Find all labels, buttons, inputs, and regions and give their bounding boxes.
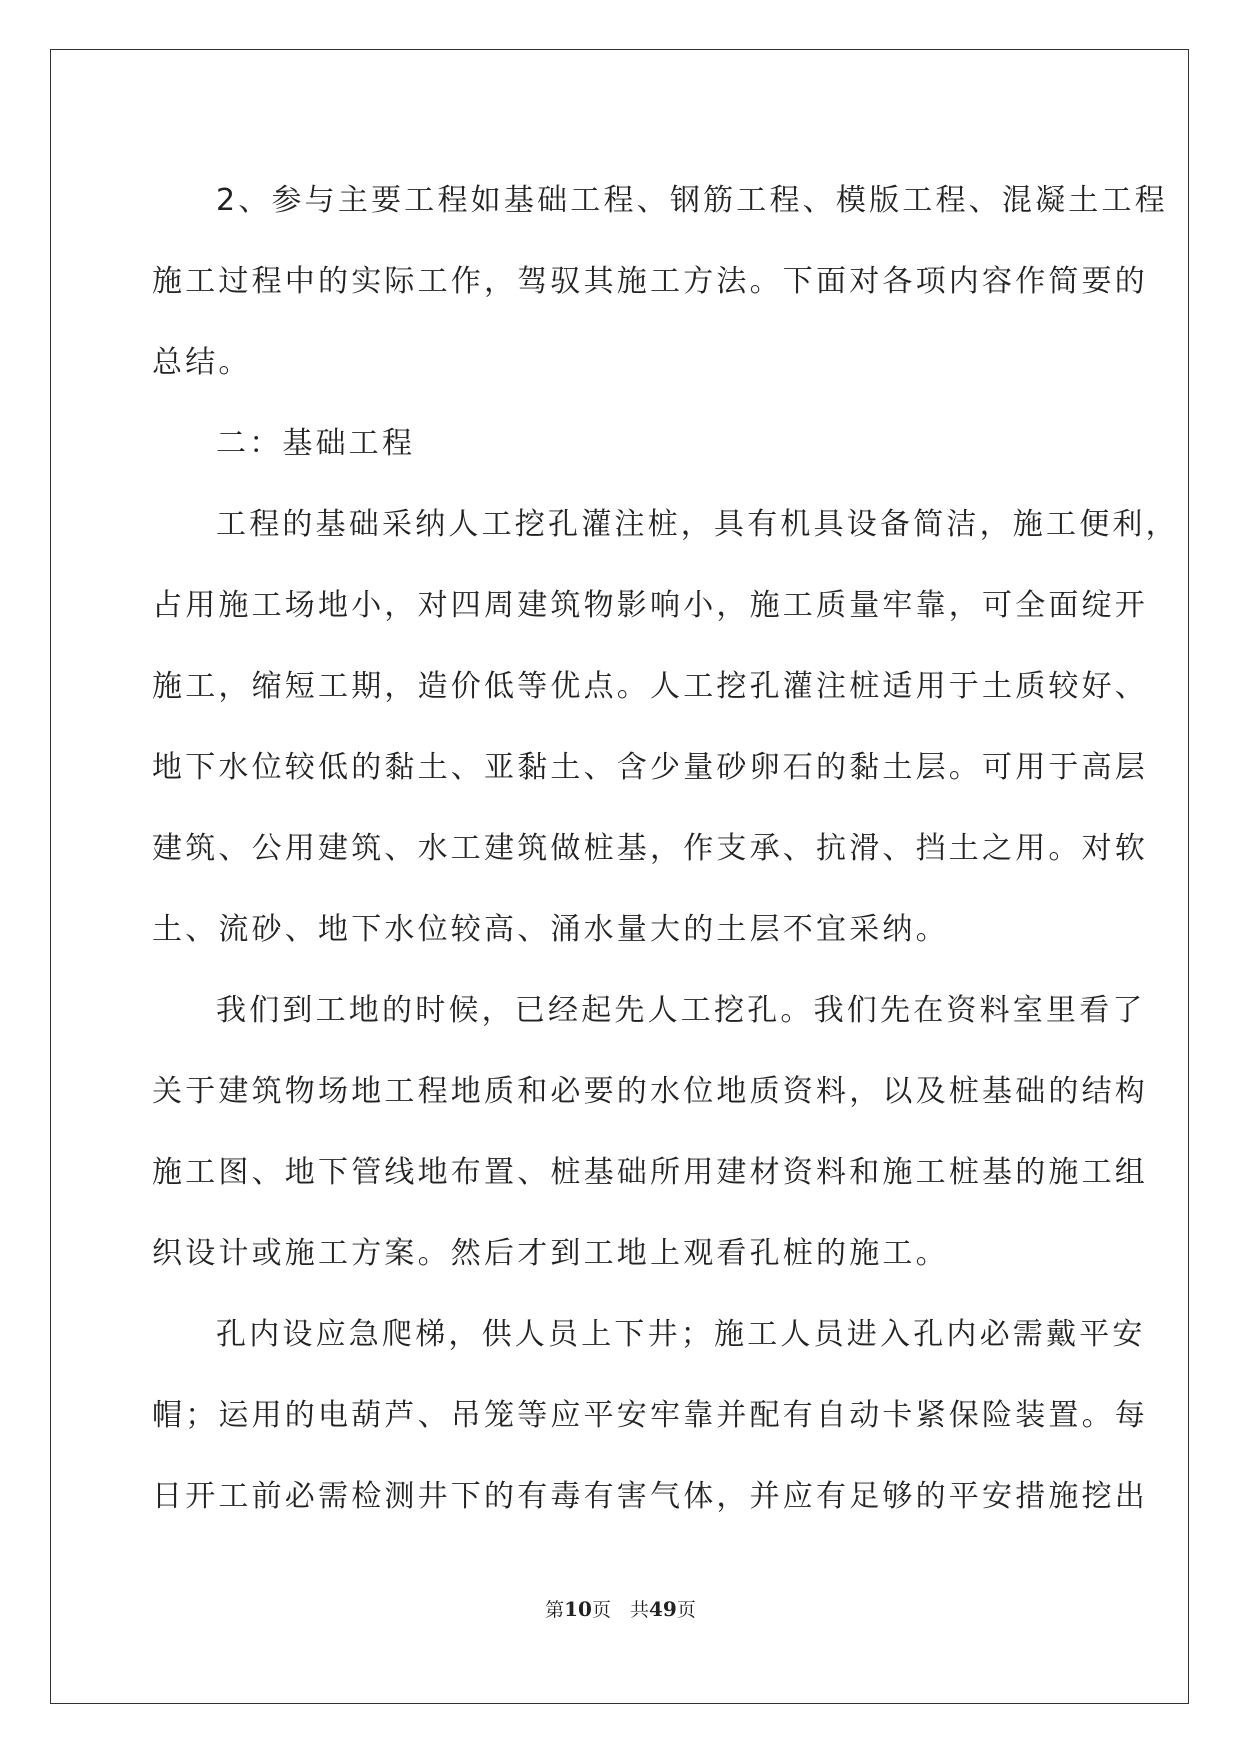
paragraph-line: 关于建筑物场地工程地质和必要的水位地质资料，以及桩基础的结构 bbox=[152, 1074, 1148, 1109]
page-footer bbox=[0, 1595, 1241, 1622]
paragraph-line: 工程的基础采纳人工挖孔灌注桩，具有机具设备简洁，施工便利， bbox=[216, 507, 1179, 542]
document-body bbox=[152, 160, 1179, 1537]
footer-prefix: 第 bbox=[545, 1599, 565, 1621]
total-pages: 49 bbox=[649, 1597, 677, 1621]
paragraph-line: 总结。 bbox=[152, 345, 252, 380]
footer-suffix: 页 bbox=[676, 1599, 696, 1621]
footer-middle: 页 共 bbox=[591, 1599, 649, 1621]
paragraph-line: 我们到工地的时候，已经起先人工挖孔。我们先在资料室里看了 bbox=[216, 993, 1146, 1028]
paragraph-line: 土、流砂、地下水位较高、涌水量大的土层不宜采纳。 bbox=[152, 912, 949, 947]
paragraph-line: 施工过程中的实际工作，驾驭其施工方法。下面对各项内容作简要的 bbox=[152, 264, 1148, 299]
paragraph-line: 建筑、公用建筑、水工建筑做桩基，作支承、抗滑、挡土之用。对软 bbox=[152, 831, 1148, 866]
paragraph-line: 织设计或施工方案。然后才到工地上观看孔桩的施工。 bbox=[152, 1236, 949, 1271]
paragraph-line: 帽；运用的电葫芦、吊笼等应平安牢靠并配有自动卡紧保险装置。每 bbox=[152, 1398, 1148, 1433]
paragraph-line: 地下水位较低的黏土、亚黏土、含少量砂卵石的黏土层。可用于高层 bbox=[152, 750, 1148, 785]
paragraph-line: 日开工前必需检测井下的有毒有害气体，并应有足够的平安措施挖出 bbox=[152, 1479, 1148, 1514]
paragraph-line: 施工图、地下管线地布置、桩基础所用建材资料和施工桩基的施工组 bbox=[152, 1155, 1148, 1190]
page-number: 10 bbox=[564, 1597, 592, 1621]
paragraph-line: 2、参与主要工程如基础工程、钢筋工程、模版工程、混凝土工程 bbox=[216, 183, 1168, 218]
paragraph-line: 占用施工场地小，对四周建筑物影响小，施工质量牢靠，可全面绽开 bbox=[152, 588, 1148, 623]
paragraph-line: 孔内设应急爬梯，供人员上下井；施工人员进入孔内必需戴平安 bbox=[216, 1317, 1146, 1352]
section-heading: 二：基础工程 bbox=[216, 426, 416, 461]
paragraph-line: 施工，缩短工期，造价低等优点。人工挖孔灌注桩适用于土质较好、 bbox=[152, 669, 1148, 704]
